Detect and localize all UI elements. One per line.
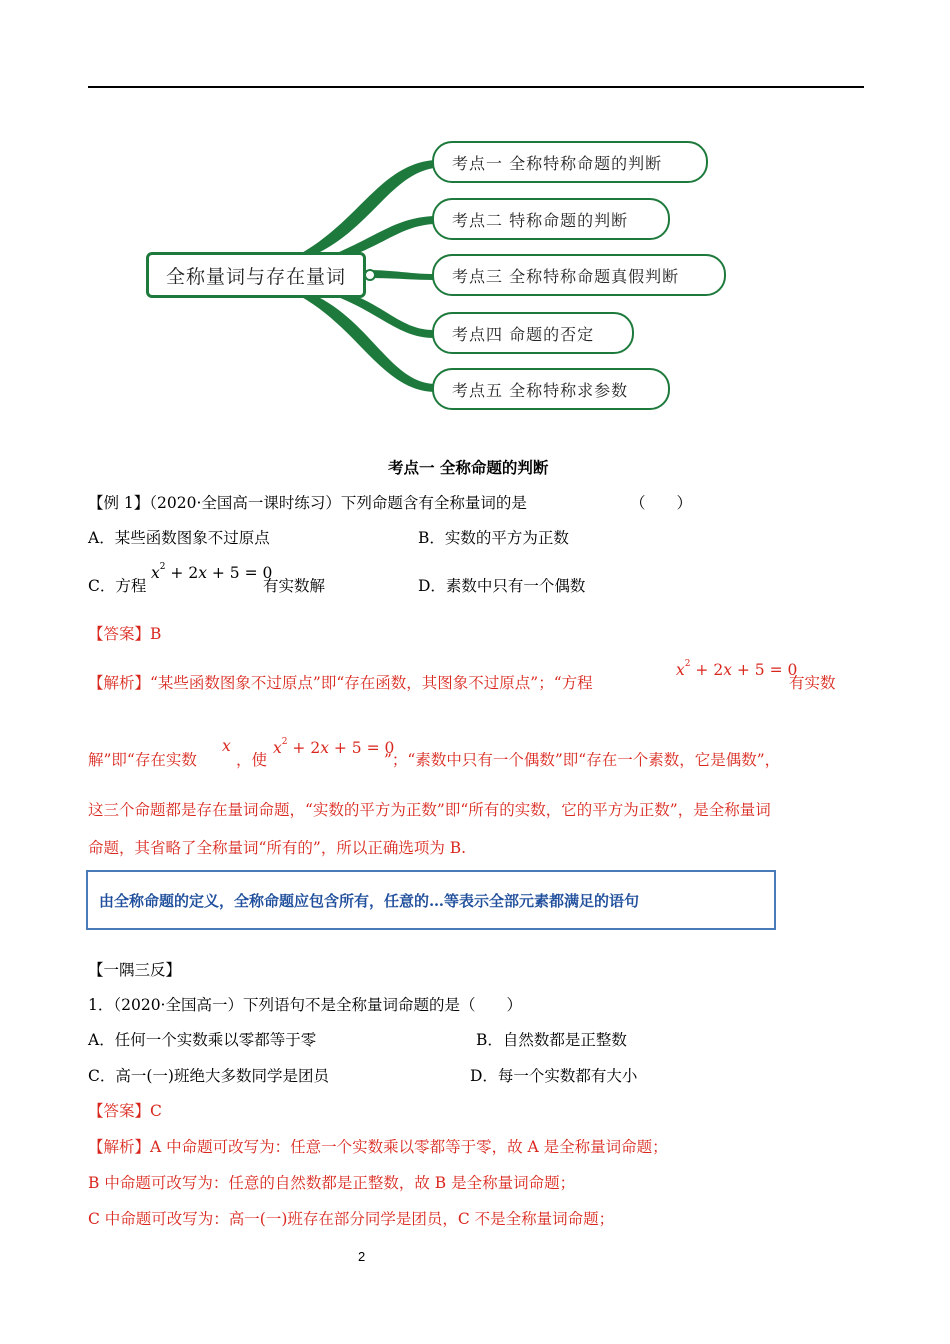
tip-text: 由全称命题的定义，全称命题应包含所有，任意的…等表示全部元素都满足的语句 [99, 892, 640, 910]
page-number: 2 [358, 1249, 366, 1264]
example1-analysis-line1: 【解析】“某些函数图象不过原点”即“存在函数，其图象不过原点”；“方程 [88, 674, 593, 692]
practice-answer: 【答案】C [88, 1102, 162, 1120]
example1-analysis-line3: 这三个命题都是存在量词命题，“实数的平方为正数”即“所有的实数，它的平方为正数”，是全称量词 [88, 801, 771, 819]
mindmap-branch-1: 考点一 全称特称命题的判断 [432, 141, 708, 183]
example1-option-d: D．素数中只有一个偶数 [418, 577, 586, 595]
practice-option-d: D．每一个实数都有大小 [470, 1067, 638, 1085]
equation-analysis-1: $x^2 + 2x + 5 = 0$ [676, 659, 798, 679]
section-title: 考点一 全称命题的判断 [388, 458, 549, 477]
practice-option-a: A．任何一个实数乘以零都等于零 [88, 1031, 317, 1049]
example1-analysis-line4: 命题，其省略了全称量词“所有的”，所以正确选项为 B. [88, 839, 467, 857]
example1-analysis-line2-b: ，使 [236, 751, 268, 769]
example1-analysis-line2-c: ”；“素数中只有一个偶数”即“存在一个素数，它是偶数”， [384, 751, 781, 769]
practice-analysis-line1: 【解析】A 中命题可改写为：任意一个实数乘以零都等于零，故 A 是全称量词命题； [88, 1138, 668, 1156]
example1-option-c-suffix: 有实数解 [263, 577, 326, 595]
practice-analysis-line2: B 中命题可改写为：任意的自然数都是正整数，故 B 是全称量词命题； [88, 1174, 576, 1192]
practice-heading: 【一隅三反】 [88, 961, 182, 979]
example1-option-a: A．某些函数图象不过原点 [88, 529, 270, 547]
example1-answer: 【答案】B [88, 625, 162, 643]
practice-option-c: C．高一(一)班绝大多数同学是团员 [88, 1067, 329, 1085]
example1-paren: （ ） [630, 494, 693, 512]
practice-option-b: B．自然数都是正整数 [476, 1031, 627, 1049]
example1-analysis-line2-a: 解”即“存在实数 [88, 751, 197, 769]
example1-stem: 【例 1】（2020·全国高一课时练习）下列命题含有全称量词的是 [88, 494, 527, 512]
example1-option-c-prefix: C．方程 [88, 577, 147, 595]
example1-analysis-line1-end: 有实数 [789, 674, 836, 692]
equation-analysis-2: $x^2 + 2x + 5 = 0$ [273, 737, 395, 757]
equation-c: $x^2 + 2x + 5 = 0$ [151, 562, 273, 582]
practice-analysis-line3: C 中命题可改写为：高一(一)班存在部分同学是团员，C 不是全称量词命题； [88, 1210, 615, 1228]
mindmap-branch-3: 考点三 全称特称命题真假判断 [432, 254, 726, 296]
practice-question-1: 1．（2020·全国高一）下列语句不是全称量词命题的是（ ） [88, 996, 522, 1014]
variable-x: x [222, 737, 231, 755]
mindmap-root: 全称量词与存在量词 [146, 252, 366, 298]
example1-option-b: B．实数的平方为正数 [418, 529, 569, 547]
mindmap-branch-2: 考点二 特称命题的判断 [432, 198, 670, 240]
mindmap-branch-4: 考点四 命题的否定 [432, 312, 634, 354]
mindmap-branch-5: 考点五 全称特称求参数 [432, 368, 670, 410]
